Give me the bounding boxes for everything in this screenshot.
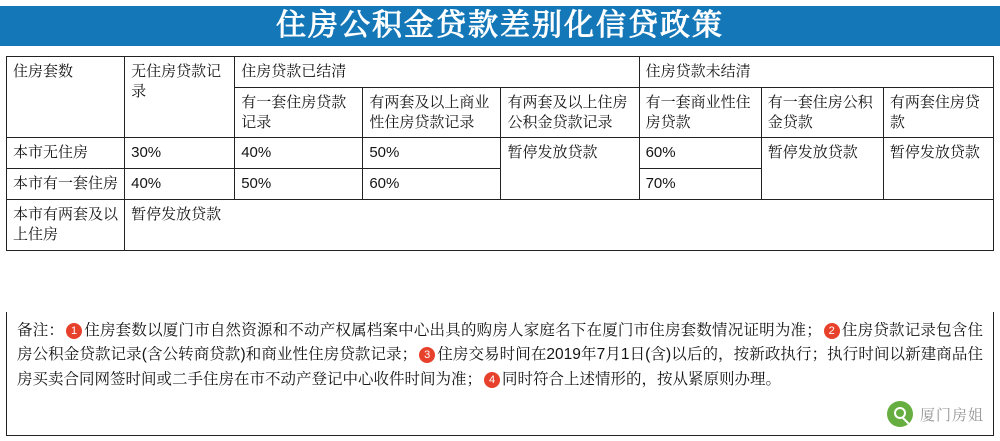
table-row: [7, 199, 994, 250]
row-label-one-housing: 本市有一套住房: [7, 169, 125, 200]
cell-r0-c1: 40%: [235, 138, 363, 169]
cell-suspended-two-housing-loans: 暂停发放贷款: [883, 138, 993, 200]
cell-r1-c2: 60%: [363, 169, 501, 200]
cell-r0-c4: 60%: [639, 138, 761, 169]
cell-suspended-fund-two-or-more: 暂停发放贷款: [501, 138, 639, 200]
cell-r1-c1: 50%: [235, 169, 363, 200]
note-number-1: 1: [66, 323, 82, 339]
notes-block: [6, 312, 994, 436]
group-header-settled: 住房贷款已结清: [235, 57, 639, 88]
note-text-3: 住房交易时间在2019年7月1日(含)以后的，按新政执行；执行时间以新建商品住房买卖合同网签时间或二手住房在市不动产登记中心收件时间为准；: [17, 346, 983, 388]
title-bar: [0, 0, 1000, 52]
table-row: [7, 138, 994, 169]
table-header-row-groups: [7, 57, 994, 88]
note-number-4: 4: [484, 372, 500, 388]
cell-suspended-one-fund-loan: 暂停发放贷款: [761, 138, 883, 200]
row-label-no-housing: 本市无住房: [7, 138, 125, 169]
cell-r1-c0: 40%: [125, 169, 235, 200]
column-header-two-housing-loans: 有两套住房贷款: [883, 87, 993, 138]
column-header-one-housing-loan-record: 有一套住房贷款记录: [235, 87, 363, 138]
row-label-two-or-more-housing: 本市有两套及以上住房: [7, 199, 125, 250]
wechat-account-logo-icon: [887, 401, 913, 427]
notes-label: 备注：: [17, 322, 65, 339]
note-number-2: 2: [824, 323, 840, 339]
note-text-1: 住房套数以厦门市自然资源和不动产权属档案中心出具的购房人家庭名下在厦门市住房套数情况证明为准；: [84, 322, 822, 339]
note-number-3: 3: [419, 347, 435, 363]
watermark: [887, 401, 984, 427]
cell-r0-c0: 30%: [125, 138, 235, 169]
page-title: 住房公积金贷款差别化信贷政策: [276, 9, 724, 42]
cell-r0-c2: 50%: [363, 138, 501, 169]
column-header-one-commercial-loan: 有一套商业性住房贷款: [639, 87, 761, 138]
row-header-title: 住房套数: [7, 57, 125, 138]
column-header-one-fund-loan: 有一套住房公积金贷款: [761, 87, 883, 138]
column-header-two-or-more-commercial-loan-records: 有两套及以上商业性住房贷款记录: [363, 87, 501, 138]
watermark-text: 厦门房姐: [919, 406, 984, 424]
policy-table-wrapper: [6, 56, 994, 251]
policy-table: [6, 56, 994, 251]
note-text-2: 住房贷款记录包含住房公积金贷款记录(含公转商贷款)和商业性住房贷款记录；: [17, 322, 983, 364]
cell-suspended-all: 暂停发放贷款: [125, 199, 994, 250]
column-header-no-loan-record: 无住房贷款记录: [125, 57, 235, 138]
group-header-unsettled: 住房贷款未结清: [639, 57, 993, 88]
column-header-two-or-more-fund-loan-records: 有两套及以上住房公积金贷款记录: [501, 87, 639, 138]
note-text-4: 同时符合上述情形的，按从紧原则办理。: [502, 370, 782, 388]
cell-r1-c4: 70%: [639, 169, 761, 200]
